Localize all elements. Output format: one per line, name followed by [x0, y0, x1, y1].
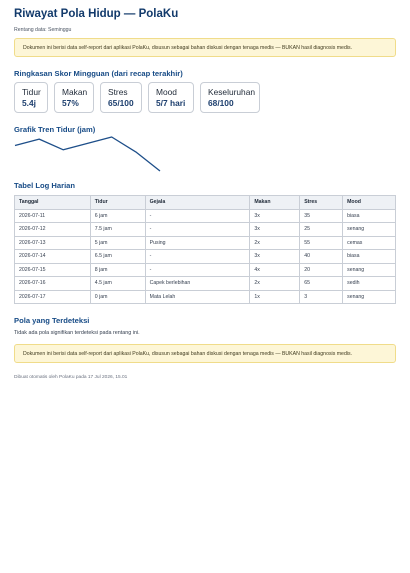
sleep-series-line: [15, 137, 160, 171]
table-row: [15, 209, 396, 223]
column-header: Tidur: [90, 196, 145, 210]
sleep-trend-chart: [14, 135, 174, 173]
table-cell: 2026-07-12: [15, 223, 91, 237]
table-cell: 35: [300, 209, 343, 223]
table-cell: biasa: [343, 209, 396, 223]
table-row: [15, 290, 396, 304]
table-cell: senang: [343, 290, 396, 304]
card-overall: [200, 82, 260, 113]
column-header: Gejala: [145, 196, 250, 210]
date-range: Rentang data: Seminggu: [14, 27, 72, 33]
daily-log-table: [14, 195, 396, 304]
summary-title: Ringkasan Skor Mingguan (dari recap terakhir): [14, 69, 183, 78]
table-cell: Mata Lelah: [145, 290, 250, 304]
table-cell: 25: [300, 223, 343, 237]
table-cell: 7.5 jam: [90, 223, 145, 237]
table-cell: senang: [343, 263, 396, 277]
column-header: Stres: [300, 196, 343, 210]
table-cell: Capek berlebihan: [145, 277, 250, 291]
table-row: [15, 250, 396, 264]
table-cell: 65: [300, 277, 343, 291]
table-cell: 6 jam: [90, 209, 145, 223]
column-header: Mood: [343, 196, 396, 210]
table-cell: 2026-07-14: [15, 250, 91, 264]
disclaimer-text: Dokumen ini berisi data self-report dari aplikasi PolaKu, disusun sebagai bahan diskusi dengan tenaga medis — BUKAN hasil diagnosis medis.: [23, 350, 353, 357]
card-label: Tidur: [22, 87, 41, 97]
table-cell: 4x: [250, 263, 300, 277]
table-row: [15, 263, 396, 277]
table-body: [15, 209, 396, 304]
disclaimer-banner: [14, 38, 396, 57]
table-cell: 1x: [250, 290, 300, 304]
table-cell: 5 jam: [90, 236, 145, 250]
card-value: 57%: [62, 98, 79, 108]
footer-text: Dibuat otomatis oleh PolaKu pada 17 Jul 2026, 15.01: [14, 375, 128, 380]
table-cell: 2026-07-15: [15, 263, 91, 277]
table-cell: -: [145, 209, 250, 223]
table-cell: 4.5 jam: [90, 277, 145, 291]
table-cell: 6.5 jam: [90, 250, 145, 264]
card-value: 65/100: [108, 98, 134, 108]
table-cell: senang: [343, 223, 396, 237]
table-cell: biasa: [343, 250, 396, 264]
table-cell: 3x: [250, 223, 300, 237]
table-cell: Pusing: [145, 236, 250, 250]
table-cell: 20: [300, 263, 343, 277]
table-cell: cemas: [343, 236, 396, 250]
disclaimer-text: Dokumen ini berisi data self-report dari aplikasi PolaKu, disusun sebagai bahan diskusi dengan tenaga medis — BUKAN hasil diagnosis medis.: [23, 44, 353, 51]
table-cell: 3x: [250, 209, 300, 223]
table-cell: 2026-07-16: [15, 277, 91, 291]
table-cell: 3: [300, 290, 343, 304]
table-row: [15, 223, 396, 237]
log-title: Tabel Log Harian: [14, 181, 76, 190]
table-header-row: [15, 196, 396, 210]
table-cell: -: [145, 263, 250, 277]
chart-title: Grafik Tren Tidur (jam): [14, 125, 96, 134]
card-stress: [100, 82, 142, 113]
summary-cards: [14, 82, 260, 113]
table-cell: sedih: [343, 277, 396, 291]
card-value: 68/100: [208, 98, 234, 108]
card-label: Stres: [108, 87, 128, 97]
card-label: Keseluruhan: [208, 87, 256, 97]
card-eat: [54, 82, 94, 113]
patterns-text: Tidak ada pola signifikan terdeteksi pada rentang ini.: [14, 330, 140, 336]
table-cell: 2x: [250, 277, 300, 291]
table-cell: 2x: [250, 236, 300, 250]
table-row: [15, 277, 396, 291]
card-sleep: [14, 82, 48, 113]
table-cell: 0 jam: [90, 290, 145, 304]
card-value: 5.4j: [22, 98, 36, 108]
table-cell: 2026-07-11: [15, 209, 91, 223]
table-cell: 2026-07-17: [15, 290, 91, 304]
card-label: Mood: [156, 87, 177, 97]
disclaimer-banner-bottom: [14, 344, 396, 363]
column-header: Tanggal: [15, 196, 91, 210]
card-mood: [148, 82, 194, 113]
table-cell: -: [145, 223, 250, 237]
patterns-title: Pola yang Terdeteksi: [14, 316, 90, 325]
table-cell: 2026-07-13: [15, 236, 91, 250]
table-cell: 8 jam: [90, 263, 145, 277]
column-header: Makan: [250, 196, 300, 210]
table-cell: 40: [300, 250, 343, 264]
card-value: 5/7 hari: [156, 98, 186, 108]
page-title: Riwayat Pola Hidup — PolaKu: [14, 8, 179, 20]
table-cell: -: [145, 250, 250, 264]
table-row: [15, 236, 396, 250]
card-label: Makan: [62, 87, 88, 97]
table-cell: 3x: [250, 250, 300, 264]
table-cell: 55: [300, 236, 343, 250]
